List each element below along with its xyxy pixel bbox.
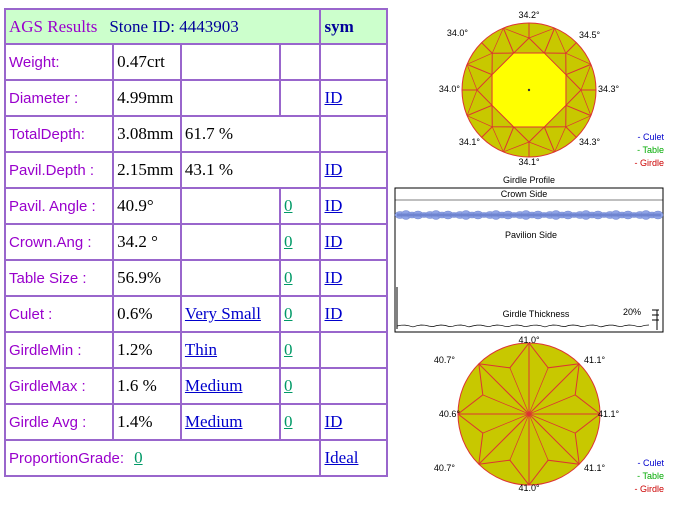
results-header-row — [5, 9, 387, 44]
crown-angle-top-left: 34.0° — [446, 28, 468, 38]
legend-table: - Table — [637, 145, 664, 155]
pavilion-angle-value: 40.9° — [113, 188, 181, 224]
pavilion-legend — [618, 457, 664, 496]
girdle-profile-caption: Girdle Profile — [502, 175, 556, 185]
sym-header-cell — [320, 9, 387, 44]
table-row — [5, 332, 387, 368]
crown-angle-bottom-left: 34.1° — [458, 137, 480, 147]
table-row — [5, 224, 387, 260]
pavilion-depth-percent: 43.1 % — [181, 152, 321, 188]
girdle-max-label: GirdleMax : — [5, 368, 113, 404]
crown-angle-bottom-right: 34.3° — [579, 137, 601, 147]
weight-value: 0.47crt — [113, 44, 181, 80]
legend-girdle: - Girdle — [634, 158, 664, 168]
legend-culet: - Culet — [637, 458, 664, 468]
crown-angle-right: 34.3° — [598, 84, 620, 94]
girdle-avg-value: 1.4% — [113, 404, 181, 440]
table-size-id-link[interactable]: ID — [324, 268, 343, 287]
girdle-profile — [394, 187, 664, 333]
legend-table: - Table — [637, 471, 664, 481]
total-depth-percent: 61.7 % — [181, 116, 321, 152]
pavilion-angle-top-right: 41.1° — [584, 355, 606, 365]
crown-legend — [618, 131, 664, 170]
culet-value: 0.6% — [113, 296, 181, 332]
pavilion-angle-grade-link[interactable]: 0 — [283, 196, 293, 215]
crown-angle-bottom: 34.1° — [518, 157, 540, 167]
girdle-min-desc-link[interactable]: Thin — [184, 340, 218, 359]
legend-girdle: - Girdle — [634, 484, 664, 494]
girdle-avg-label: Girdle Avg : — [5, 404, 113, 440]
pavilion-angle-bottom-right: 41.1° — [584, 463, 606, 473]
girdle-thickness-percent: 20% — [623, 307, 642, 317]
crown-angle-label: Crown.Ang : — [5, 224, 113, 260]
pavilion-depth-id-link[interactable]: ID — [324, 160, 343, 179]
girdle-min-grade-link[interactable]: 0 — [283, 340, 293, 359]
girdle-max-grade-link[interactable]: 0 — [283, 376, 293, 395]
results-table — [4, 8, 388, 477]
table-size-label: Table Size : — [5, 260, 113, 296]
total-depth-value: 3.08mm — [113, 116, 181, 152]
diameter-value: 4.99mm — [113, 80, 181, 116]
table-row — [5, 404, 387, 440]
table-row — [5, 116, 387, 152]
proportion-grade-label: ProportionGrade: — [9, 450, 125, 467]
legend-culet: - Culet — [637, 132, 664, 142]
girdle-avg-id-link[interactable]: ID — [324, 412, 343, 431]
table-row — [5, 368, 387, 404]
table-row — [5, 440, 387, 476]
crown-angle-left: 34.0° — [438, 84, 460, 94]
table-size-grade-link[interactable]: 0 — [283, 268, 293, 287]
diameter-label: Diameter : — [5, 80, 113, 116]
table-row — [5, 188, 387, 224]
girdle-avg-grade-link[interactable]: 0 — [283, 412, 293, 431]
weight-label: Weight: — [5, 44, 113, 80]
crown-facets — [462, 23, 596, 157]
proportion-grade-link[interactable]: 0 — [134, 448, 143, 467]
pavilion-angle-id-link[interactable]: ID — [324, 196, 343, 215]
table-size-value: 56.9% — [113, 260, 181, 296]
crown-angle-id-link[interactable]: ID — [324, 232, 343, 251]
pavilion-angle-bottom-left: 40.7° — [433, 463, 455, 473]
results-header — [5, 9, 320, 44]
pavilion-angle-right: 41.1° — [598, 409, 620, 419]
sym-label: sym — [324, 16, 354, 36]
diameter-id-link[interactable]: ID — [324, 88, 343, 107]
table-row — [5, 152, 387, 188]
proportion-ideal-link[interactable]: Ideal — [324, 448, 359, 467]
girdle-max-desc-link[interactable]: Medium — [184, 376, 243, 395]
girdle-thickness-label: Girdle Thickness — [502, 309, 570, 319]
crown-angle-top-right: 34.5° — [579, 30, 601, 40]
culet-label: Culet : — [5, 296, 113, 332]
pavilion-angle-bottom: 41.0° — [518, 483, 540, 493]
girdle-min-value: 1.2% — [113, 332, 181, 368]
total-depth-label: TotalDepth: — [5, 116, 113, 152]
results-title: AGS Results — [9, 16, 98, 36]
culet-id-link[interactable]: ID — [324, 304, 343, 323]
table-row — [5, 296, 387, 332]
pavilion-depth-label: Pavil.Depth : — [5, 152, 113, 188]
culet-desc-link[interactable]: Very Small — [184, 304, 261, 323]
pavilion-angle-label: Pavil. Angle : — [5, 188, 113, 224]
pavilion-depth-value: 2.15mm — [113, 152, 181, 188]
table-row — [5, 80, 387, 116]
girdle-min-label: GirdleMin : — [5, 332, 113, 368]
girdle-max-value: 1.6 % — [113, 368, 181, 404]
pavilion-angle-top-left: 40.7° — [433, 355, 455, 365]
proportion-grade-cell — [5, 440, 320, 476]
table-row — [5, 260, 387, 296]
crown-angle-grade-link[interactable]: 0 — [283, 232, 293, 251]
table-row — [5, 44, 387, 80]
pavilion-side-label: Pavilion Side — [504, 230, 558, 240]
pavilion-angle-top: 41.0° — [518, 335, 540, 345]
pavilion-angle-left: 40.6° — [438, 409, 460, 419]
culet-grade-link[interactable]: 0 — [283, 304, 293, 323]
pavilion-facets — [458, 343, 600, 485]
crown-culet-dot — [528, 89, 530, 91]
girdle-avg-desc-link[interactable]: Medium — [184, 412, 243, 431]
stone-id: Stone ID: 4443903 — [109, 16, 239, 36]
crown-angle-top: 34.2° — [518, 10, 540, 20]
crown-side-label: Crown Side — [500, 189, 548, 199]
crown-angle-value: 34.2 ° — [113, 224, 181, 260]
